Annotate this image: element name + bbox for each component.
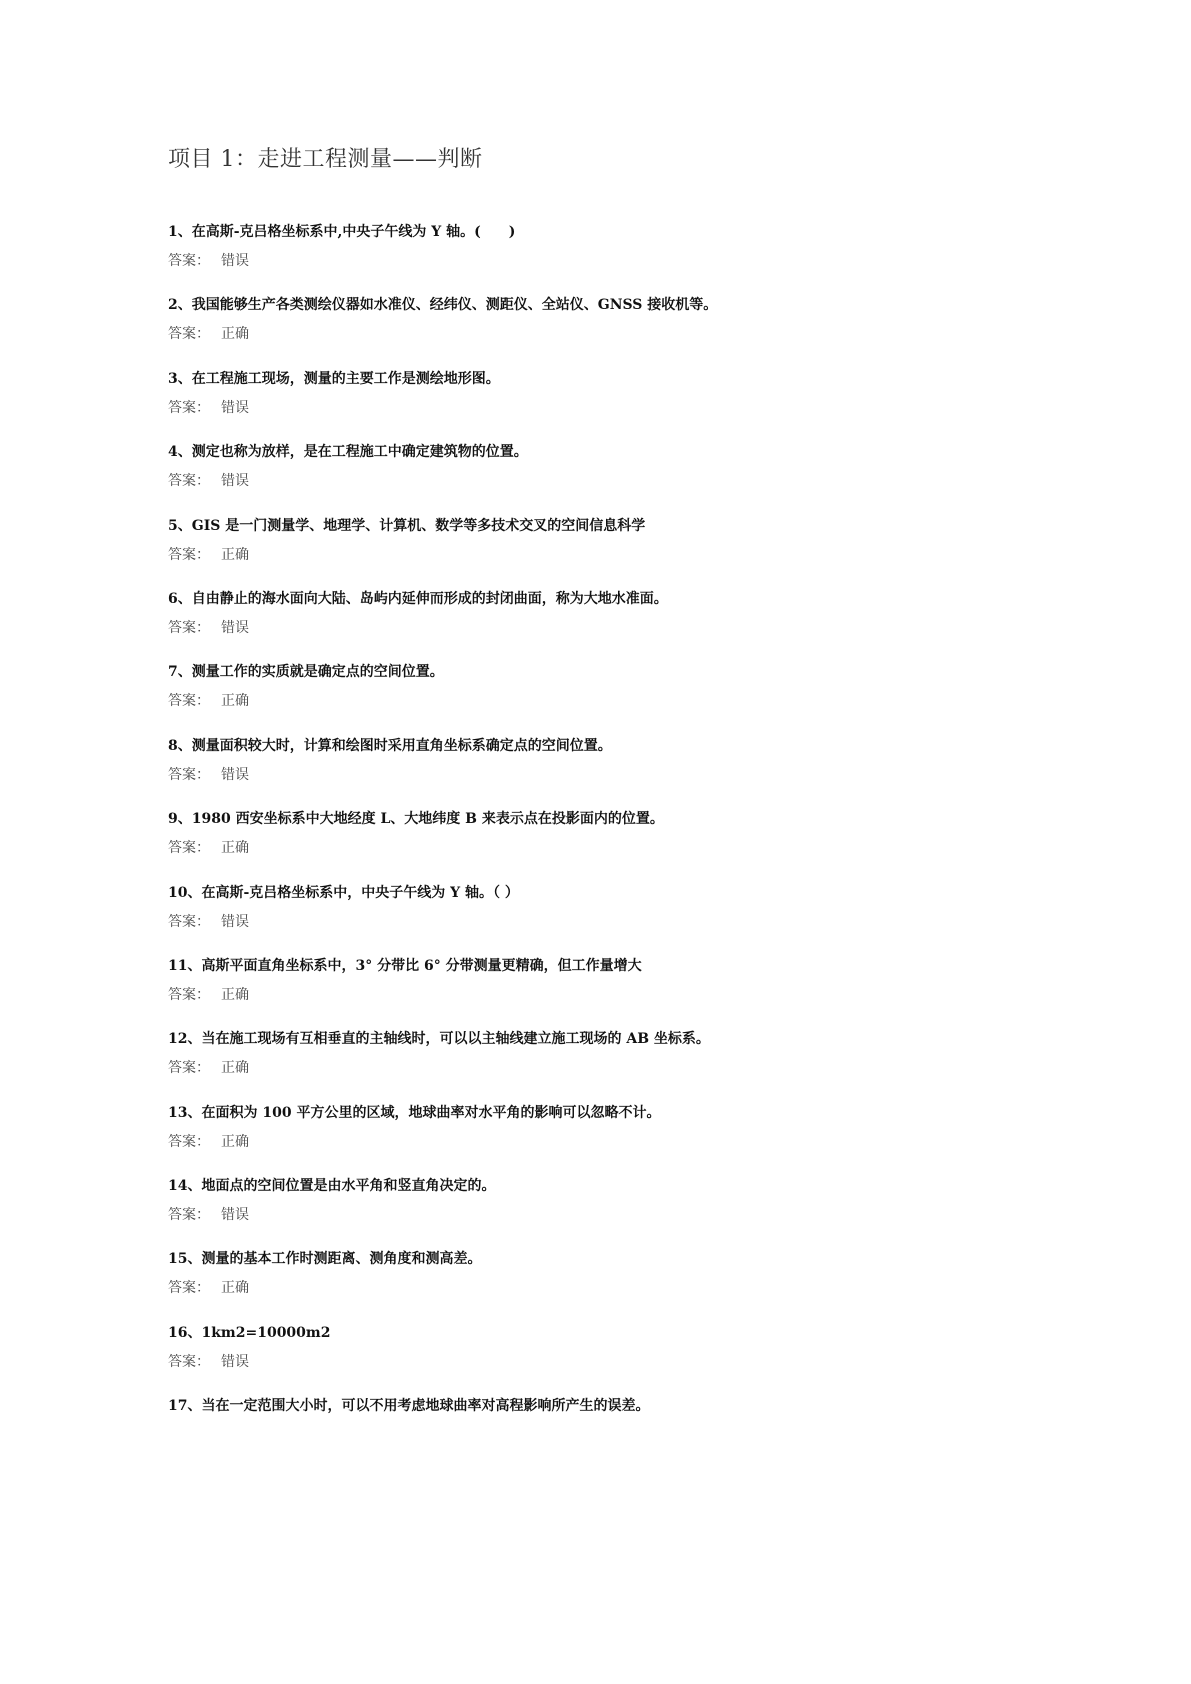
question-number: 16、 xyxy=(168,1324,202,1341)
question-text xyxy=(168,296,717,314)
answer-value: 错误 xyxy=(221,253,249,269)
answer-label: 答案： xyxy=(168,399,210,416)
question-body: 测量的基本工作时测距离、测角度和测高差。 xyxy=(201,1251,482,1268)
question-body: 测量工作的实质就是确定点的空间位置。 xyxy=(191,664,444,681)
answer-row xyxy=(168,1206,249,1224)
answer-label: 答案： xyxy=(168,253,210,269)
question-body: 高斯平面直角坐标系中，3° 分带比 6° 分带测量更精确，但工作量增大 xyxy=(201,957,642,974)
question-number: 1、 xyxy=(168,224,192,240)
question-number: 3、 xyxy=(168,370,192,387)
answer-row xyxy=(168,839,249,857)
question-text xyxy=(168,443,528,461)
question-body: 我国能够生产各类测绘仪器如水准仪、经纬仪、测距仪、全站仪、GNSS 接收机等。 xyxy=(191,297,718,314)
answer-label: 答案： xyxy=(168,1133,210,1150)
answer-value: 正确 xyxy=(221,1133,249,1150)
question-number: 14、 xyxy=(168,1178,202,1195)
question-text xyxy=(168,1324,330,1342)
question-item xyxy=(168,1394,1048,1467)
question-text xyxy=(168,590,668,608)
answer-value: 错误 xyxy=(221,619,249,636)
question-body: 在工程施工现场，测量的主要工作是测绘地形图。 xyxy=(191,370,500,387)
question-text xyxy=(168,1177,495,1195)
question-item xyxy=(168,514,1048,587)
question-number: 6、 xyxy=(168,590,192,607)
question-text xyxy=(168,1397,649,1415)
question-item xyxy=(168,293,1048,366)
question-body: 当在一定范围大小时，可以不用考虑地球曲率对高程影响所产生的误差。 xyxy=(201,1398,650,1415)
page-title: 项目 1：走进工程测量——判断 xyxy=(168,147,483,172)
answer-label: 答案： xyxy=(168,473,210,490)
question-text xyxy=(168,517,645,535)
question-number: 7、 xyxy=(168,664,192,681)
answer-label: 答案： xyxy=(168,619,210,636)
question-number: 17、 xyxy=(168,1398,202,1415)
answer-row xyxy=(168,252,249,270)
answer-row xyxy=(168,1059,249,1077)
question-item xyxy=(168,367,1048,440)
question-text xyxy=(168,810,664,828)
question-text xyxy=(168,1030,710,1048)
question-text xyxy=(168,1104,660,1122)
question-body: 1km2=10000m2 xyxy=(201,1324,331,1341)
answer-row xyxy=(168,1133,249,1151)
answer-row xyxy=(168,546,249,564)
answer-label: 答案： xyxy=(168,1280,210,1297)
answer-value: 正确 xyxy=(221,840,249,857)
answer-row xyxy=(168,399,249,417)
answer-value: 正确 xyxy=(221,1060,249,1077)
answer-row xyxy=(168,619,249,637)
answer-value: 错误 xyxy=(221,913,249,930)
answer-row xyxy=(168,1353,249,1371)
question-body: 在面积为 100 平方公里的区域，地球曲率对水平角的影响可以忽略不计。 xyxy=(201,1104,661,1121)
question-item xyxy=(168,660,1048,733)
question-body: 当在施工现场有互相垂直的主轴线时，可以以主轴线建立施工现场的 AB 坐标系。 xyxy=(201,1031,710,1048)
answer-label: 答案： xyxy=(168,1353,210,1370)
question-body: GIS 是一门测量学、地理学、计算机、数学等多技术交叉的空间信息科学 xyxy=(191,517,646,534)
question-item xyxy=(168,954,1048,1027)
question-number: 12、 xyxy=(168,1031,202,1048)
answer-row xyxy=(168,986,249,1004)
answer-value: 正确 xyxy=(221,546,249,563)
question-number: 10、 xyxy=(168,884,202,901)
answer-label: 答案： xyxy=(168,546,210,563)
question-body: 地面点的空间位置是由水平角和竖直角决定的。 xyxy=(201,1178,496,1195)
question-text xyxy=(168,370,500,388)
answer-row xyxy=(168,472,249,490)
answer-row xyxy=(168,325,249,343)
question-text xyxy=(168,737,612,755)
question-number: 8、 xyxy=(168,737,192,754)
answer-value: 正确 xyxy=(221,986,249,1003)
answer-label: 答案： xyxy=(168,766,210,783)
question-item xyxy=(168,587,1048,660)
answer-value: 错误 xyxy=(221,766,249,783)
question-text xyxy=(168,663,444,681)
question-text xyxy=(168,884,519,902)
question-body: 在高斯-克吕格坐标系中,中央子午线为 Y 轴。( ) xyxy=(191,224,516,240)
question-item xyxy=(168,1101,1048,1174)
answer-value: 错误 xyxy=(221,473,249,490)
question-item xyxy=(168,807,1048,880)
question-body: 自由静止的海水面向大陆、岛屿内延伸而形成的封闭曲面，称为大地水准面。 xyxy=(191,590,668,607)
answer-value: 错误 xyxy=(221,399,249,416)
answer-row xyxy=(168,1279,249,1297)
answer-value: 错误 xyxy=(221,1353,249,1370)
question-number: 2、 xyxy=(168,297,192,314)
question-item xyxy=(168,1321,1048,1394)
answer-row xyxy=(168,766,249,784)
question-item xyxy=(168,881,1048,954)
answer-label: 答案： xyxy=(168,326,210,343)
question-item xyxy=(168,1027,1048,1100)
question-number: 4、 xyxy=(168,444,192,461)
answer-value: 错误 xyxy=(221,1207,249,1224)
question-item xyxy=(168,1174,1048,1247)
answer-label: 答案： xyxy=(168,986,210,1003)
question-list xyxy=(168,220,1048,1468)
answer-label: 答案： xyxy=(168,840,210,857)
question-text xyxy=(168,1250,481,1268)
question-text xyxy=(168,223,515,241)
question-number: 13、 xyxy=(168,1104,202,1121)
answer-label: 答案： xyxy=(168,1207,210,1224)
question-number: 5、 xyxy=(168,517,192,534)
question-item xyxy=(168,1247,1048,1320)
question-text xyxy=(168,957,642,975)
answer-label: 答案： xyxy=(168,1060,210,1077)
answer-value: 正确 xyxy=(221,693,249,710)
answer-label: 答案： xyxy=(168,913,210,930)
answer-value: 正确 xyxy=(221,326,249,343)
question-body: 在高斯-克吕格坐标系中，中央子午线为 Y 轴。（ ） xyxy=(201,884,519,901)
question-number: 15、 xyxy=(168,1251,202,1268)
question-number: 11、 xyxy=(168,957,202,974)
question-item xyxy=(168,440,1048,513)
answer-label: 答案： xyxy=(168,693,210,710)
answer-value: 正确 xyxy=(221,1280,249,1297)
question-body: 1980 西安坐标系中大地经度 L、大地纬度 B 来表示点在投影面内的位置。 xyxy=(191,811,664,828)
question-item xyxy=(168,220,1048,293)
question-number: 9、 xyxy=(168,811,192,828)
question-body: 测量面积较大时，计算和绘图时采用直角坐标系确定点的空间位置。 xyxy=(191,737,612,754)
question-item xyxy=(168,734,1048,807)
question-body: 测定也称为放样，是在工程施工中确定建筑物的位置。 xyxy=(191,444,528,461)
answer-row xyxy=(168,692,249,710)
answer-row xyxy=(168,913,249,931)
